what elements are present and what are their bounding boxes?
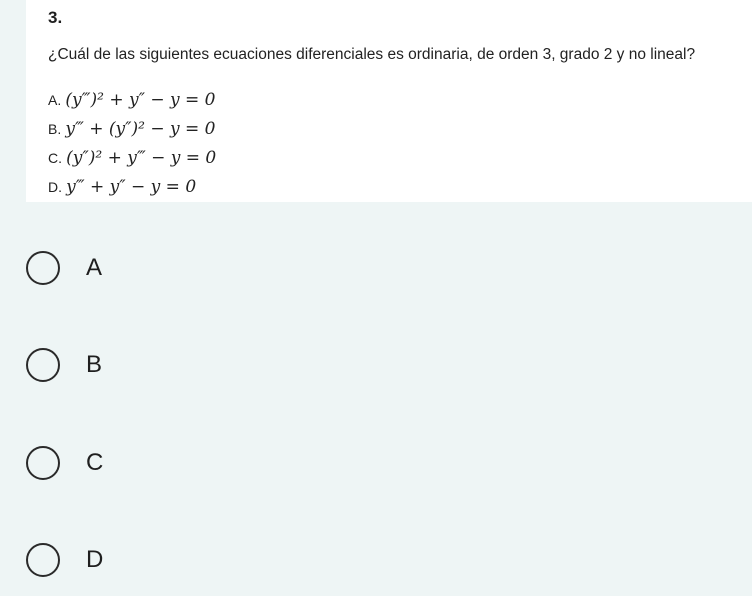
option-equation: y‴ + (y″)² − y = 0 — [65, 119, 216, 139]
option-equation: (y‴)² + y″ − y = 0 — [65, 90, 216, 110]
answer-label: A — [86, 254, 103, 281]
option-letter: B. — [48, 121, 62, 137]
option-equation: y‴ + y″ − y = 0 — [66, 177, 197, 197]
answer-option-b[interactable] — [26, 348, 102, 382]
option-line-c — [48, 148, 216, 168]
question-card — [26, 0, 752, 202]
answer-label: B — [86, 351, 103, 378]
answer-label: D — [86, 546, 104, 573]
option-letter: C. — [48, 150, 62, 166]
radio-button[interactable] — [26, 446, 60, 480]
option-line-d — [48, 177, 196, 197]
answer-option-c[interactable] — [26, 446, 103, 480]
answer-option-a[interactable] — [26, 251, 102, 285]
radio-button[interactable] — [26, 543, 60, 577]
option-line-b — [48, 119, 215, 139]
answer-label: C — [86, 449, 104, 476]
option-letter: A. — [48, 92, 62, 108]
question-number: 3. — [48, 8, 63, 27]
question-prompt: ¿Cuál de las siguientes ecuaciones diferenciales es ordinaria, de orden 3, grado 2 y no lineal? — [48, 46, 696, 63]
option-line-a — [48, 90, 215, 110]
option-letter: D. — [48, 179, 62, 195]
radio-button[interactable] — [26, 251, 60, 285]
option-equation: (y″)² + y‴ − y = 0 — [66, 148, 217, 168]
answer-option-d[interactable] — [26, 543, 103, 577]
radio-button[interactable] — [26, 348, 60, 382]
